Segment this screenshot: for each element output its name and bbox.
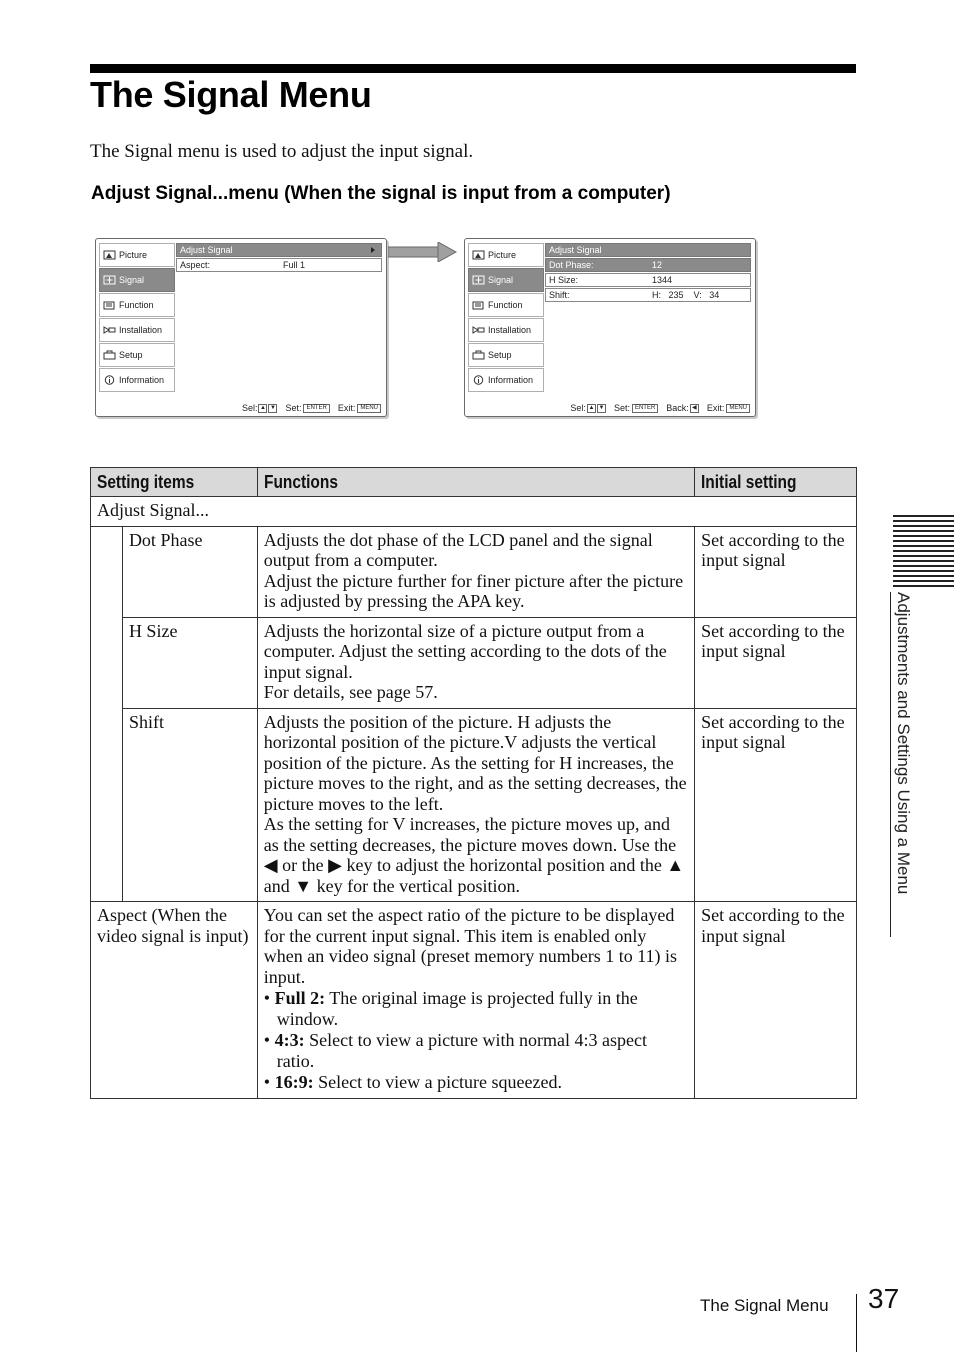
osd-menu-item-function[interactable] (468, 293, 544, 317)
osd-footer-exit: Exit: MENU (338, 403, 381, 413)
function-icon (103, 300, 116, 310)
up-arrow-icon: ▲ (259, 405, 266, 411)
osd-header-row (545, 243, 751, 257)
footer-label: The Signal Menu (700, 1296, 829, 1315)
osd-footer-sel: Sel: ▲ ▼ (570, 402, 605, 413)
osd-menu (99, 243, 175, 393)
header-setting-items: Setting items (91, 468, 258, 497)
information-icon (103, 375, 116, 385)
osd-footer (242, 403, 381, 413)
osd-row-value: H: 235 V: 34 (652, 290, 720, 300)
row-initial: Set according to the input signal (695, 902, 857, 1099)
osd-row-value: 1344 (652, 275, 673, 285)
osd-menu-label: Information (488, 375, 534, 385)
osd-menu-item-setup[interactable] (468, 343, 544, 367)
osd-menu-label: Picture (488, 250, 517, 260)
osd-row-shift[interactable] (545, 288, 751, 302)
osd-panel (545, 243, 751, 303)
osd-header-row[interactable] (176, 243, 382, 257)
osd-row-label: H Size: (549, 275, 579, 285)
osd-menu (468, 243, 544, 393)
page-number: 37 (868, 1283, 900, 1314)
intro-text: The Signal menu is used to adjust the input signal. (90, 141, 474, 162)
table-row-aspect (91, 902, 857, 1099)
function-icon (472, 300, 485, 310)
osd-menu-item-function[interactable] (99, 293, 175, 317)
osd-row-aspect[interactable] (176, 258, 382, 272)
osd-footer-back: Back: ◀ (666, 403, 699, 413)
osd-menu-label: Signal (119, 275, 145, 285)
side-tab-label: Adjustments and Settings Using a Menu (894, 592, 913, 895)
osd-row-value: Full 1 (283, 260, 306, 270)
header-initial-setting: Initial setting (695, 468, 857, 497)
osd-menu-label: Information (119, 375, 165, 385)
picture-icon (472, 250, 485, 260)
osd-row-label: Shift: (549, 290, 570, 300)
up-arrow-icon: ▲ (588, 405, 595, 411)
aspect-bullet-16-9: • 16:9: Select to view a picture squeezed. (263, 1072, 563, 1092)
osd-menu-label: Picture (119, 250, 148, 260)
row-function: Adjusts the horizontal size of a picture output from a computer. Adjust the setting according to the dots of the input signal. For details, see page 57. (257, 617, 694, 708)
osd-menu-label: Setup (488, 350, 512, 360)
osd-menu-item-installation[interactable] (468, 318, 544, 342)
osd-menu-label: Function (119, 300, 154, 310)
row-function: Adjusts the dot phase of the LCD panel and the signal output from a computer. Adjust the picture further for finer picture after the picture is adjusted by pressing the APA key. (257, 526, 694, 617)
signal-icon (472, 275, 485, 285)
indent-cell (91, 526, 123, 902)
setup-icon (472, 350, 485, 360)
left-arrow-icon: ◀ (690, 404, 699, 413)
signal-icon (103, 275, 116, 285)
osd-menu-label: Installation (119, 325, 163, 335)
osd-footer-set: Set: ENTER (285, 403, 329, 413)
row-item: Dot Phase (122, 526, 257, 617)
footer-rule (856, 1294, 857, 1352)
row-function: Adjusts the position of the picture. H adjusts the horizontal position of the picture.V adjusts the vertical position of the picture. As the setting for H increases, the picture moves to the right, and as the setting decreases, the picture moves to the left. As the setting for V increases, the picture moves up, and as the setting decreases, the picture moves down. Use the ◀ or the ▶ key to adjust the horizontal position and the ▲ and ▼ key for the vertical position. (257, 708, 694, 902)
row-initial: Set according to the input signal (695, 617, 857, 708)
information-icon (472, 375, 485, 385)
menu-key-icon: MENU (726, 404, 750, 413)
osd-footer-exit: Exit: MENU (707, 403, 750, 413)
side-tab (890, 592, 919, 937)
aspect-bullet-4-3: • 4:3: Select to view a picture with normal 4:3 aspect ratio. (263, 1030, 648, 1071)
osd-menu-label: Setup (119, 350, 143, 360)
osd-header-label: Adjust Signal (180, 245, 233, 255)
osd-screen-before (95, 238, 387, 417)
table-row (91, 526, 857, 617)
row-item: Aspect (When the video signal is input) (91, 902, 258, 1099)
osd-menu-label: Signal (488, 275, 514, 285)
aspect-description: You can set the aspect ratio of the picture to be displayed for the current input signal. This item is enabled only when an video signal (preset memory numbers 1 to 11) is input. (263, 905, 678, 987)
osd-menu-item-signal[interactable] (468, 268, 544, 292)
row-initial: Set according to the input signal (695, 526, 857, 617)
osd-footer-set: Set: ENTER (614, 403, 658, 413)
row-item: Shift (122, 708, 257, 902)
setup-icon (103, 350, 116, 360)
osd-header-label: Adjust Signal (549, 245, 602, 255)
osd-row-label: Dot Phase: (549, 260, 594, 270)
osd-screen-after (464, 238, 756, 417)
aspect-bullet-full2: • Full 2: The original image is projected fully in the window. (263, 988, 638, 1029)
osd-menu-item-information[interactable] (99, 368, 175, 392)
table-row (91, 617, 857, 708)
osd-menu-item-setup[interactable] (99, 343, 175, 367)
table-group-row (91, 497, 857, 527)
triangle-right-icon (371, 247, 375, 253)
down-arrow-icon: ▼ (269, 405, 276, 411)
osd-menu-item-picture[interactable] (468, 243, 544, 267)
installation-icon (472, 325, 485, 335)
osd-footer (570, 403, 750, 413)
osd-row-label: Aspect: (180, 260, 211, 270)
menu-key-icon: MENU (357, 404, 381, 413)
enter-key-icon: ENTER (632, 404, 658, 413)
table-row (91, 708, 857, 902)
right-arrow-icon (388, 242, 458, 262)
signal-settings-table (90, 467, 857, 1099)
osd-row-dot-phase[interactable] (545, 258, 751, 272)
header-functions: Functions (257, 468, 694, 497)
osd-menu-label: Function (488, 300, 523, 310)
section-heading: Adjust Signal...menu (When the signal is input from a computer) (91, 183, 671, 204)
installation-icon (103, 325, 116, 335)
group-label: Adjust Signal... (91, 497, 857, 527)
title-rule (90, 64, 856, 73)
enter-key-icon: ENTER (303, 404, 329, 413)
osd-footer-sel: Sel: ▲ ▼ (241, 402, 276, 413)
side-stripes (893, 515, 954, 590)
row-initial: Set according to the input signal (695, 708, 857, 902)
osd-menu-item-picture[interactable] (99, 243, 175, 267)
osd-row-value: 12 (652, 260, 663, 270)
table-header-row (91, 468, 857, 497)
down-arrow-icon: ▼ (598, 405, 605, 411)
page-title: The Signal Menu (90, 74, 372, 115)
picture-icon (103, 250, 116, 260)
osd-menu-item-installation[interactable] (99, 318, 175, 342)
osd-menu-item-signal[interactable] (99, 268, 175, 292)
osd-menu-label: Installation (488, 325, 532, 335)
row-function (257, 902, 694, 1099)
osd-menu-item-information[interactable] (468, 368, 544, 392)
osd-panel (176, 243, 382, 273)
row-item: H Size (122, 617, 257, 708)
osd-row-h-size[interactable] (545, 273, 751, 287)
